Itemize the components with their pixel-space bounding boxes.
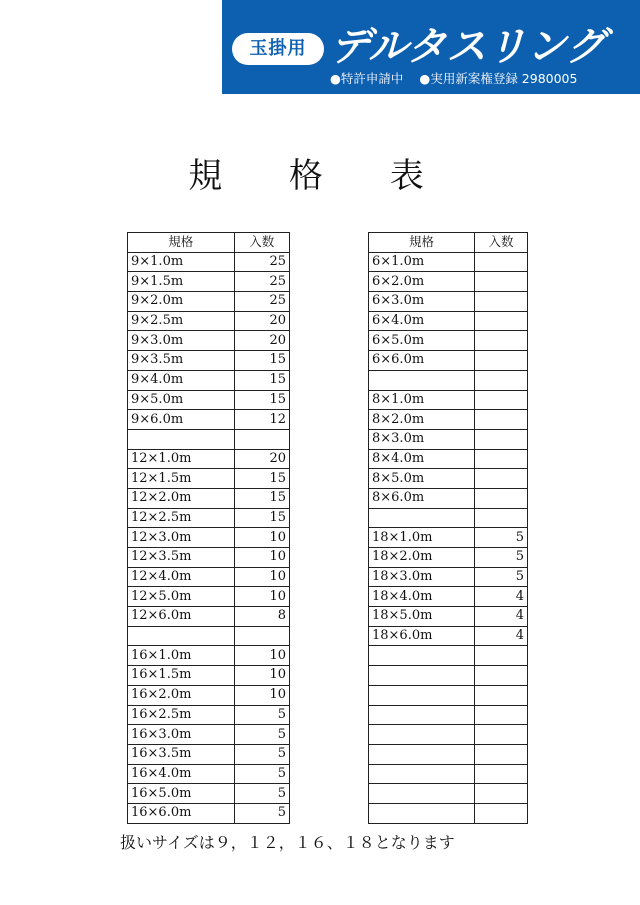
qty-cell <box>475 331 528 351</box>
header-qty: 入数 <box>234 233 289 253</box>
table-row <box>128 272 290 292</box>
size-cell: 12×3.5m <box>128 548 235 568</box>
qty-cell: 5 <box>475 548 528 568</box>
table-row <box>369 705 528 725</box>
size-cell <box>369 803 475 823</box>
footer-note: 扱いサイズは９，１２，１６、１８となります <box>120 833 455 852</box>
qty-cell <box>475 646 528 666</box>
size-cell: 6×3.0m <box>369 292 475 312</box>
table-header-row <box>128 233 290 253</box>
spec-table-right <box>368 232 528 824</box>
table-row <box>128 410 290 430</box>
qty-cell <box>475 764 528 784</box>
qty-cell <box>475 351 528 371</box>
qty-cell <box>475 744 528 764</box>
table-row <box>128 685 290 705</box>
qty-cell: 15 <box>234 469 289 489</box>
table-row <box>128 646 290 666</box>
table-row <box>128 449 290 469</box>
size-cell <box>369 370 475 390</box>
size-cell: 6×2.0m <box>369 272 475 292</box>
qty-cell: 10 <box>234 567 289 587</box>
table-row <box>369 744 528 764</box>
qty-cell: 5 <box>234 744 289 764</box>
size-cell: 16×4.0m <box>128 764 235 784</box>
usage-badge: 玉掛用 <box>232 33 324 65</box>
table-row <box>369 646 528 666</box>
table-row <box>128 331 290 351</box>
size-cell <box>369 685 475 705</box>
qty-cell: 4 <box>475 607 528 627</box>
qty-cell <box>475 410 528 430</box>
qty-cell: 5 <box>234 705 289 725</box>
size-cell: 6×1.0m <box>369 252 475 272</box>
size-cell: 16×1.5m <box>128 666 235 686</box>
qty-cell: 15 <box>234 488 289 508</box>
table-row <box>369 311 528 331</box>
table-row <box>369 725 528 745</box>
size-cell: 9×5.0m <box>128 390 235 410</box>
spec-table-right-body <box>369 252 528 823</box>
spec-table-left-body <box>128 252 290 823</box>
table-row <box>369 528 528 548</box>
table-row <box>128 548 290 568</box>
size-cell: 16×5.0m <box>128 784 235 804</box>
header-size: 規格 <box>369 233 475 253</box>
table-row <box>128 429 290 449</box>
size-cell: 9×6.0m <box>128 410 235 430</box>
size-cell: 9×1.5m <box>128 272 235 292</box>
table-row <box>128 311 290 331</box>
table-row <box>369 666 528 686</box>
qty-cell <box>475 272 528 292</box>
table-row <box>128 528 290 548</box>
table-row <box>369 390 528 410</box>
size-cell: 9×4.0m <box>128 370 235 390</box>
size-cell: 8×6.0m <box>369 488 475 508</box>
size-cell: 12×3.0m <box>128 528 235 548</box>
qty-cell: 5 <box>234 764 289 784</box>
table-row <box>369 626 528 646</box>
qty-cell: 4 <box>475 587 528 607</box>
size-cell: 12×1.0m <box>128 449 235 469</box>
table-row <box>369 469 528 489</box>
size-cell <box>369 784 475 804</box>
size-cell: 18×4.0m <box>369 587 475 607</box>
table-row <box>128 252 290 272</box>
table-row <box>369 370 528 390</box>
size-cell: 12×2.5m <box>128 508 235 528</box>
table-row <box>128 607 290 627</box>
product-name: デルタスリング <box>330 24 606 70</box>
table-row <box>128 626 290 646</box>
qty-cell <box>475 705 528 725</box>
utility-model-text: ●実用新案権登録 2980005 <box>419 71 578 86</box>
table-row <box>369 410 528 430</box>
table-row <box>128 666 290 686</box>
size-cell: 9×3.5m <box>128 351 235 371</box>
size-cell: 8×5.0m <box>369 469 475 489</box>
qty-cell: 25 <box>234 272 289 292</box>
qty-cell: 25 <box>234 252 289 272</box>
table-row <box>369 351 528 371</box>
table-row <box>369 488 528 508</box>
qty-cell: 10 <box>234 646 289 666</box>
size-cell: 16×1.0m <box>128 646 235 666</box>
table-row <box>369 508 528 528</box>
table-row <box>128 587 290 607</box>
size-cell <box>369 764 475 784</box>
size-cell: 18×6.0m <box>369 626 475 646</box>
size-cell: 8×3.0m <box>369 429 475 449</box>
size-cell: 16×3.0m <box>128 725 235 745</box>
size-cell <box>128 626 235 646</box>
table-row <box>369 587 528 607</box>
qty-cell: 20 <box>234 331 289 351</box>
qty-cell <box>475 784 528 804</box>
page-title: 規 格 表 <box>188 156 452 196</box>
size-cell: 18×5.0m <box>369 607 475 627</box>
table-row <box>369 803 528 823</box>
size-cell: 12×2.0m <box>128 488 235 508</box>
qty-cell <box>475 311 528 331</box>
size-cell: 12×1.5m <box>128 469 235 489</box>
table-row <box>369 548 528 568</box>
size-cell: 12×5.0m <box>128 587 235 607</box>
qty-cell <box>475 508 528 528</box>
size-cell: 16×3.5m <box>128 744 235 764</box>
table-row <box>128 370 290 390</box>
header-size: 規格 <box>128 233 235 253</box>
table-row <box>128 390 290 410</box>
table-row <box>128 351 290 371</box>
table-row <box>128 803 290 823</box>
qty-cell <box>475 666 528 686</box>
table-row <box>369 784 528 804</box>
table-row <box>369 607 528 627</box>
qty-cell: 5 <box>234 725 289 745</box>
qty-cell: 8 <box>234 607 289 627</box>
table-row <box>369 252 528 272</box>
size-cell <box>369 744 475 764</box>
size-cell: 16×2.5m <box>128 705 235 725</box>
qty-cell: 15 <box>234 508 289 528</box>
qty-cell: 15 <box>234 351 289 371</box>
qty-cell: 10 <box>234 528 289 548</box>
header-qty: 入数 <box>475 233 528 253</box>
table-row <box>128 508 290 528</box>
size-cell: 6×4.0m <box>369 311 475 331</box>
size-cell <box>128 429 235 449</box>
qty-cell: 12 <box>234 410 289 430</box>
qty-cell: 4 <box>475 626 528 646</box>
qty-cell <box>475 449 528 469</box>
table-row <box>369 567 528 587</box>
qty-cell: 15 <box>234 390 289 410</box>
size-cell: 9×1.0m <box>128 252 235 272</box>
size-cell: 16×2.0m <box>128 685 235 705</box>
spec-table-left <box>127 232 290 824</box>
size-cell: 9×2.5m <box>128 311 235 331</box>
qty-cell <box>475 390 528 410</box>
table-row <box>128 764 290 784</box>
size-cell: 18×1.0m <box>369 528 475 548</box>
table-row <box>369 429 528 449</box>
qty-cell: 5 <box>475 528 528 548</box>
table-row <box>128 705 290 725</box>
qty-cell <box>475 469 528 489</box>
size-cell <box>369 508 475 528</box>
table-row <box>369 449 528 469</box>
size-cell: 9×3.0m <box>128 331 235 351</box>
size-cell: 18×2.0m <box>369 548 475 568</box>
table-row <box>128 725 290 745</box>
table-header-row <box>369 233 528 253</box>
qty-cell <box>475 685 528 705</box>
size-cell: 12×4.0m <box>128 567 235 587</box>
qty-cell <box>475 488 528 508</box>
qty-cell: 10 <box>234 685 289 705</box>
qty-cell: 5 <box>234 803 289 823</box>
size-cell: 6×5.0m <box>369 331 475 351</box>
qty-cell <box>475 292 528 312</box>
size-cell <box>369 705 475 725</box>
table-row <box>128 469 290 489</box>
qty-cell <box>475 429 528 449</box>
size-cell: 8×4.0m <box>369 449 475 469</box>
qty-cell <box>475 725 528 745</box>
header-banner <box>222 0 640 94</box>
table-row <box>369 685 528 705</box>
table-row <box>369 292 528 312</box>
qty-cell <box>234 429 289 449</box>
size-cell <box>369 725 475 745</box>
table-row <box>128 784 290 804</box>
qty-cell <box>234 626 289 646</box>
qty-cell <box>475 370 528 390</box>
qty-cell: 10 <box>234 587 289 607</box>
table-row <box>128 488 290 508</box>
table-row <box>128 292 290 312</box>
qty-cell: 5 <box>234 784 289 804</box>
size-cell <box>369 666 475 686</box>
qty-cell: 10 <box>234 666 289 686</box>
qty-cell: 25 <box>234 292 289 312</box>
size-cell: 9×2.0m <box>128 292 235 312</box>
qty-cell <box>475 252 528 272</box>
patent-info <box>330 70 630 88</box>
table-row <box>369 764 528 784</box>
size-cell: 18×3.0m <box>369 567 475 587</box>
size-cell: 6×6.0m <box>369 351 475 371</box>
table-row <box>369 331 528 351</box>
table-row <box>369 272 528 292</box>
size-cell: 12×6.0m <box>128 607 235 627</box>
size-cell: 8×2.0m <box>369 410 475 430</box>
table-row <box>128 567 290 587</box>
qty-cell: 15 <box>234 370 289 390</box>
size-cell <box>369 646 475 666</box>
patent-pending-text: ●特許申請中 <box>330 71 404 86</box>
qty-cell: 5 <box>475 567 528 587</box>
qty-cell <box>475 803 528 823</box>
size-cell: 8×1.0m <box>369 390 475 410</box>
qty-cell: 20 <box>234 311 289 331</box>
size-cell: 16×6.0m <box>128 803 235 823</box>
table-row <box>128 744 290 764</box>
qty-cell: 20 <box>234 449 289 469</box>
qty-cell: 10 <box>234 548 289 568</box>
